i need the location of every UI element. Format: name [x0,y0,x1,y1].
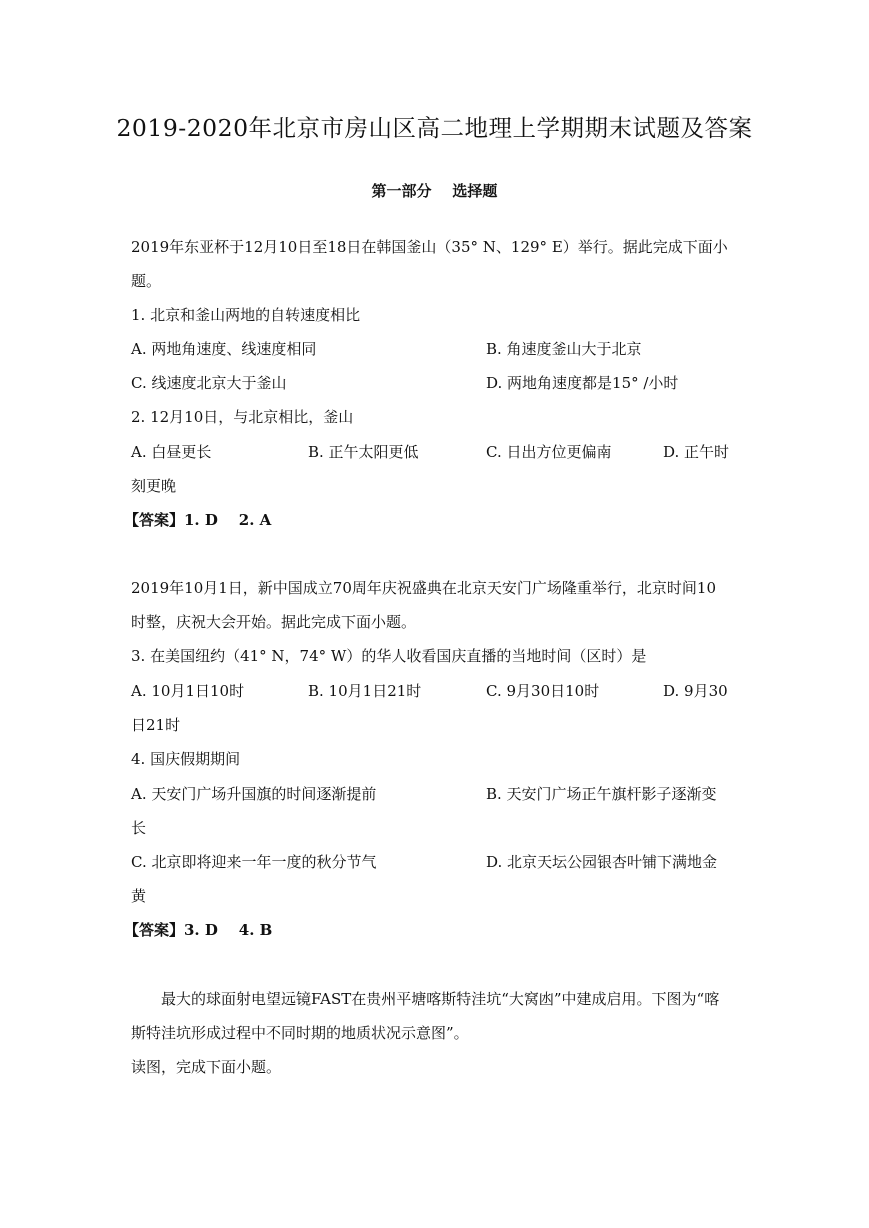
q4-option-b-continued: 长 [131,819,147,837]
q1-option-a: A. 两地角速度、线速度相同 [131,340,317,358]
group2-intro-line1: 2019年10月1日，新中国成立70周年庆祝盛典在北京天安门广场隆重举行，北京时间10 [131,579,716,597]
q2-stem: 2. 12月10日，与北京相比，釜山 [131,408,354,426]
q4-option-d: D. 北京天坛公园银杏叶铺下满地金 [486,853,718,871]
q4-option-b: B. 天安门广场正午旗杆影子逐渐变 [486,785,717,803]
q2-option-d: D. 正午时 [663,443,730,461]
q3-option-c: C. 9月30日10时 [486,682,600,700]
group3-intro-line2: 斯特洼坑形成过程中不同时期的地质状况示意图”。 [131,1024,469,1042]
q1-stem: 1. 北京和釜山两地的自转速度相比 [131,306,361,324]
q4-option-c: C. 北京即将迎来一年一度的秋分节气 [131,853,377,871]
q4-option-d-continued: 黄 [131,887,147,905]
q3-option-a: A. 10月1日10时 [131,682,245,700]
q4-option-a: A. 天安门广场升国旗的时间逐渐提前 [131,785,377,803]
group3-intro-line1: 最大的球面射电望远镜FAST在贵州平塘喀斯特洼坑“大窝凼”中建成启用。下图为“喀 [161,990,720,1008]
q3-stem: 3. 在美国纽约（41° N，74° W）的华人收看国庆直播的当地时间（区时）是 [131,647,647,665]
document-title: 2019-2020年北京市房山区高二地理上学期期末试题及答案 [116,114,753,142]
q2-option-b: B. 正午太阳更低 [308,443,419,461]
group1-intro-line1: 2019年东亚杯于12月10日至18日在韩国釜山（35° N、129° E）举行。据此完成下面小 [131,238,728,256]
q2-option-a: A. 白昼更长 [131,443,212,461]
q1-option-c: C. 线速度北京大于釜山 [131,374,287,392]
q3-option-d: D. 9月30 [663,682,728,700]
q2-option-d-continued: 刻更晚 [131,477,177,495]
q2-option-c: C. 日出方位更偏南 [486,443,612,461]
group1-answer: 【答案】1. D 2. A [124,511,272,529]
q3-option-d-continued: 日21时 [131,716,181,734]
q1-option-b: B. 角速度釜山大于北京 [486,340,642,358]
group2-intro-line2: 时整，庆祝大会开始。据此完成下面小题。 [131,613,417,631]
group2-answer: 【答案】3. D 4. B [124,921,273,939]
group3-intro-line3: 读图，完成下面小题。 [131,1058,282,1076]
section-heading: 第一部分 选择题 [371,182,498,200]
q1-option-d: D. 两地角速度都是15° /小时 [486,374,679,392]
q3-option-b: B. 10月1日21时 [308,682,422,700]
group1-intro-line2: 题。 [131,272,162,290]
q4-stem: 4. 国庆假期期间 [131,750,241,768]
